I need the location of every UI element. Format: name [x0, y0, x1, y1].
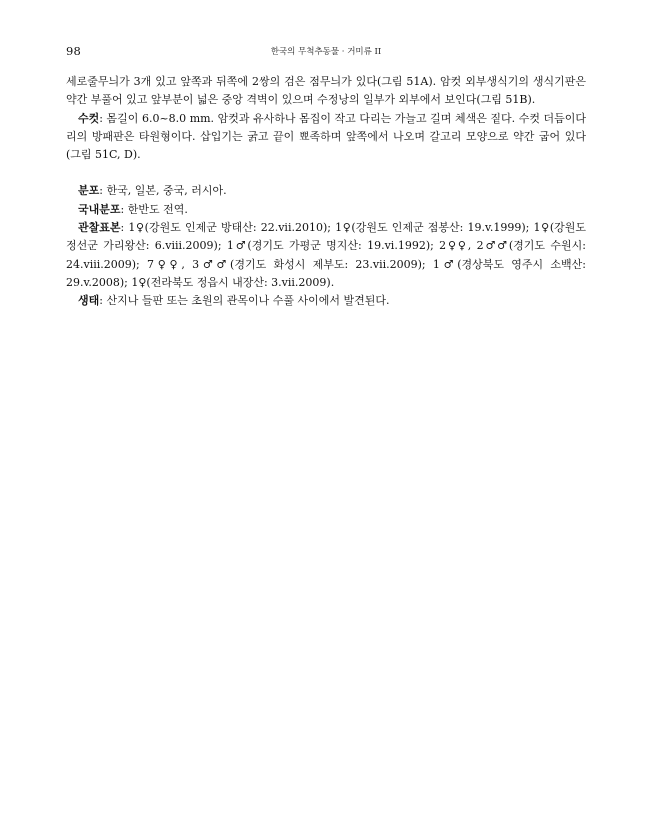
distribution-label: 분포 — [78, 184, 100, 198]
male-description-text: : 몸길이 6.0~8.0 mm. 암컷과 유사하나 몸집이 작고 다리는 가늘고 길며 체색은 짙다. 수컷 더듬이다리의 방패판은 타원형이다. 삽입기는 굵고 끝이 뾰족하며 앞쪽에서 나오며 갈고리 모양으로 약간 굽어 있다(그림 51C, D). — [66, 111, 586, 162]
section-spacer — [66, 164, 586, 182]
specimens-label: 관찰표본 — [78, 221, 121, 235]
specimens-text: : 1♀(강원도 인제군 방태산: 22.vii.2010); 1♀(강원도 인제군 점봉산: 19.v.1999); 1♀(강원도 정선군 가리왕산: 6.viii.2009); 1♂(경기도 가평군 명지산: 19.vi.1992); 2♀♀, 2♂♂(경기도 수원시: 24.viii.2009); 7♀♀, 3♂♂(경기도 화성시 제부도: 23.vii.2009); 1♂(경상북도 영주시 소백산: 29.v.2008); 1♀(전라북도 정읍시 내장산: 3.vii.2009). — [66, 221, 586, 289]
korea-distribution-label: 국내분포 — [78, 202, 121, 216]
running-title: 한국의 무척추동물 · 거미류 II — [270, 47, 382, 57]
korea-distribution-paragraph — [66, 201, 586, 219]
body-text — [66, 73, 586, 311]
male-description-paragraph — [66, 110, 586, 165]
korea-distribution-text: : 한반도 전역. — [120, 202, 188, 216]
intro-paragraph: 세로줄무늬가 3개 있고 앞쪽과 뒤쪽에 2쌍의 검은 점무늬가 있다(그림 51A). 암컷 외부생식기의 생식기판은 약간 부풀어 있고 앞부분이 넓은 중앙 격벽이 있으며 수정낭의 일부가 외부에서 보인다(그림 51B). — [66, 75, 586, 107]
ecology-label: 생태 — [78, 294, 100, 308]
distribution-text: : 한국, 일본, 중국, 러시아. — [99, 184, 227, 198]
ecology-paragraph — [66, 292, 586, 310]
specimens-paragraph — [66, 219, 586, 292]
page-number: 98 — [66, 44, 82, 58]
male-label: 수컷 — [78, 111, 100, 125]
ecology-text: : 산지나 들판 또는 초원의 관목이나 수풀 사이에서 발견된다. — [99, 294, 390, 308]
distribution-paragraph — [66, 182, 586, 200]
